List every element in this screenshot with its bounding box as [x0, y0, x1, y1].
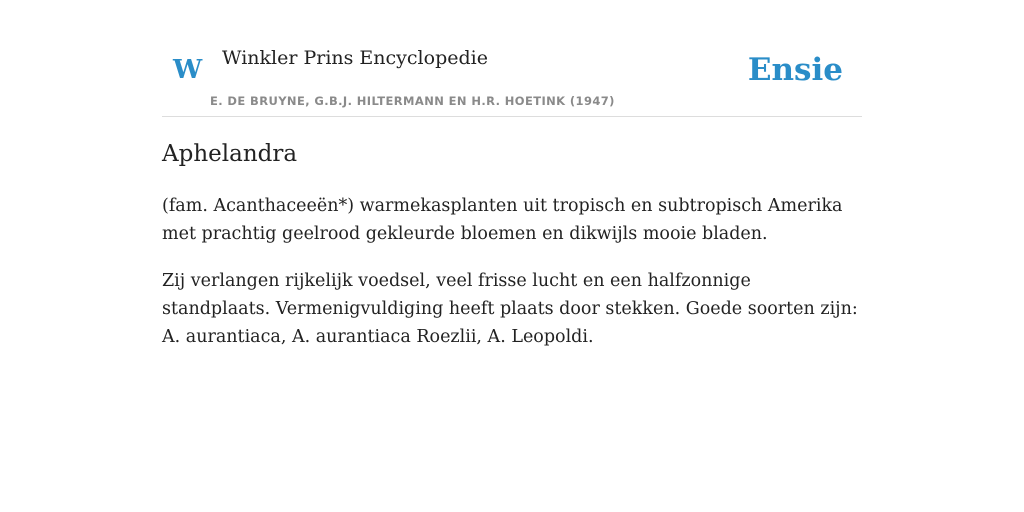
- entry-content: [162, 138, 862, 351]
- ensie-brand-logo[interactable]: Ensie: [747, 52, 843, 88]
- entry-paragraph: Zij verlangen rijkelijk voedsel, veel frisse lucht en een halfzonnige standplaats. Vermenigvuldiging heeft plaats door stekken. Goede soorten zijn: A. aurantiaca, A. aurantiaca Roezlii, A. Leopoldi.: [162, 271, 858, 347]
- entry-paragraph: (fam. Acanthaceeën*) warmekasplanten uit tropisch en subtropisch Amerika met prachtig geelrood gekleurde bloemen en dikwijls mooie bladen.: [162, 196, 843, 244]
- source-title[interactable]: Winkler Prins Encyclopedie: [222, 47, 488, 69]
- entry-title: Aphelandra: [162, 141, 298, 167]
- source-header: [162, 40, 862, 117]
- winkler-prins-logo[interactable]: W: [173, 55, 203, 85]
- source-authors: E. DE BRUYNE, G.B.J. HILTERMANN EN H.R. HOETINK (1947): [210, 94, 615, 108]
